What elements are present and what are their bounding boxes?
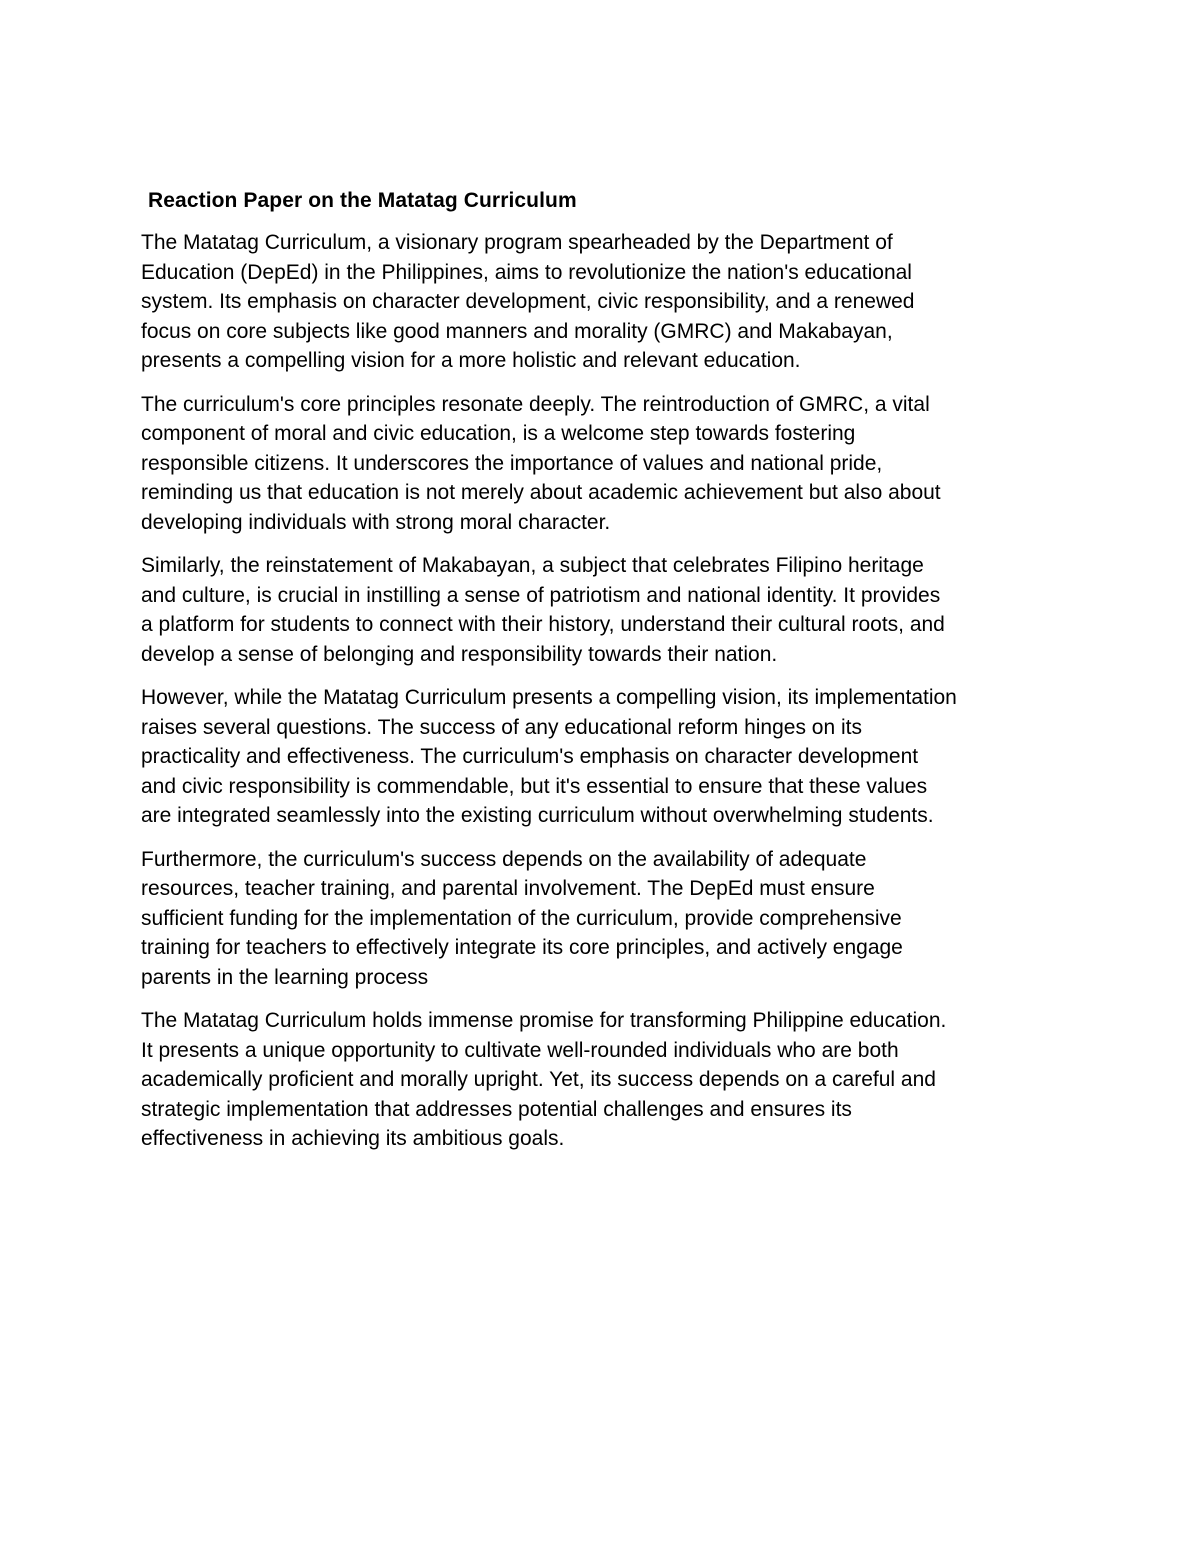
paragraph-line: develop a sense of belonging and responsibility towards their nation. xyxy=(141,642,778,666)
paragraph-conclusion xyxy=(141,1006,1071,1154)
paragraph-line: The Matatag Curriculum holds immense promise for transforming Philippine education. xyxy=(141,1009,947,1032)
paragraph-line: resources, teacher training, and parental involvement. The DepEd must ensure xyxy=(141,877,875,900)
paragraph-line: effectiveness in achieving its ambitious goals. xyxy=(141,1127,565,1150)
paragraph-line: training for teachers to effectively integrate its core principles, and actively engage xyxy=(141,936,903,959)
document-title: Reaction Paper on the Matatag Curriculum xyxy=(148,189,577,212)
paragraph-implementation xyxy=(141,683,1071,831)
document-body xyxy=(141,186,1071,1168)
paragraph-line: responsible citizens. It underscores the importance of values and national pride, xyxy=(141,451,883,475)
paragraph-intro xyxy=(141,228,1071,376)
paragraph-line: Similarly, the reinstatement of Makabayan, a subject that celebrates Filipino heritage xyxy=(141,554,924,577)
paragraph-line: and culture, is crucial in instilling a sense of patriotism and national identity. It provides xyxy=(141,583,941,607)
paragraph-line: Education (DepEd) in the Philippines, aims to revolutionize the nation's educational xyxy=(141,260,912,284)
paragraph-line: component of moral and civic education, is a welcome step towards fostering xyxy=(141,422,856,445)
paragraph-line: and civic responsibility is commendable, but it's essential to ensure that these values xyxy=(141,774,928,798)
paragraph-line: reminding us that education is not merely about academic achievement but also about xyxy=(141,481,941,504)
paragraph-line: developing individuals with strong moral character. xyxy=(141,510,611,534)
paragraph-line: Furthermore, the curriculum's success depends on the availability of adequate xyxy=(141,847,867,871)
paragraph-line: focus on core subjects like good manners and morality (GMRC) and Makabayan, xyxy=(141,319,893,343)
paragraph-line: sufficient funding for the implementation of the curriculum, provide comprehensive xyxy=(141,906,902,930)
paragraph-line: a platform for students to connect with their history, understand their cultural roots, and xyxy=(141,613,945,636)
paragraph-line: are integrated seamlessly into the existing curriculum without overwhelming students. xyxy=(141,804,934,827)
paragraph-line: presents a compelling vision for a more holistic and relevant education. xyxy=(141,349,801,372)
paragraph-line: system. Its emphasis on character development, civic responsibility, and a renewed xyxy=(141,290,915,313)
paragraph-makabayan xyxy=(141,551,1071,669)
paragraph-core-principles xyxy=(141,390,1071,538)
paragraph-line: practicality and effectiveness. The curriculum's emphasis on character development xyxy=(141,745,919,768)
paragraph-resources xyxy=(141,845,1071,993)
paragraph-line: However, while the Matatag Curriculum presents a compelling vision, its implementation xyxy=(141,686,957,709)
paragraph-line: raises several questions. The success of any educational reform hinges on its xyxy=(141,715,862,739)
paragraph-line: academically proficient and morally upright. Yet, its success depends on a careful and xyxy=(141,1068,936,1091)
paragraph-line: The curriculum's core principles resonate deeply. The reintroduction of GMRC, a vital xyxy=(141,392,930,416)
paragraph-line: The Matatag Curriculum, a visionary program spearheaded by the Department of xyxy=(141,231,893,254)
paragraph-line: It presents a unique opportunity to cultivate well-rounded individuals who are both xyxy=(141,1038,899,1062)
paragraph-line: strategic implementation that addresses potential challenges and ensures its xyxy=(141,1097,852,1121)
paragraph-line: parents in the learning process xyxy=(141,965,429,989)
